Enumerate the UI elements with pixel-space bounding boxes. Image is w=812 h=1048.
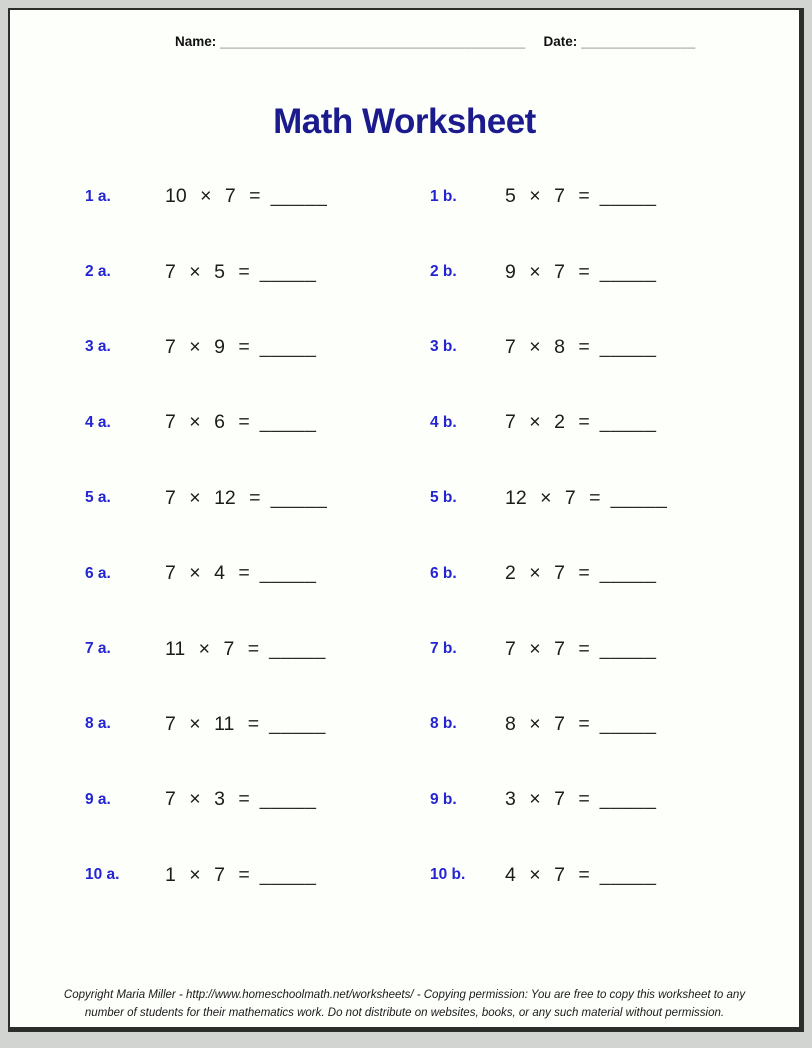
problem-2a <box>165 261 430 284</box>
answer-blank: _____ <box>270 185 328 208</box>
name-label: Name: <box>175 34 217 49</box>
problem-9b <box>505 788 745 811</box>
answer-blank: _____ <box>610 486 668 509</box>
worksheet-page <box>8 8 804 1032</box>
problem-4b <box>505 411 745 434</box>
expression-text: 7 × 11 = <box>165 712 260 735</box>
problem-number-3a: 3 a. <box>85 338 111 356</box>
problem-7a <box>165 638 430 661</box>
problem-number-5b: 5 b. <box>430 489 457 507</box>
problem-10a <box>165 864 430 887</box>
problem-3b <box>505 336 745 359</box>
problem-number-10a: 10 a. <box>85 866 120 884</box>
answer-blank: _____ <box>259 335 317 358</box>
page-title: Math Worksheet <box>273 102 536 141</box>
problem-number-7b: 7 b. <box>430 640 457 658</box>
problem-number-3b: 3 b. <box>430 338 457 356</box>
problem-number-2a: 2 a. <box>85 263 111 281</box>
problem-number-2b: 2 b. <box>430 263 457 281</box>
answer-blank: _____ <box>259 411 317 434</box>
problem-10b <box>505 864 745 887</box>
answer-blank: _____ <box>259 260 317 283</box>
expression-text: 7 × 5 = <box>165 260 250 283</box>
problem-1a <box>165 185 430 208</box>
problem-7b <box>505 638 745 661</box>
expression-text: 5 × 7 = <box>505 185 590 208</box>
problem-number-8a: 8 a. <box>85 715 111 733</box>
expression-text: 1 × 7 = <box>165 863 250 886</box>
expression-text: 9 × 7 = <box>505 260 590 283</box>
expression-text: 7 × 3 = <box>165 788 250 811</box>
expression-text: 12 × 7 = <box>505 486 601 509</box>
problem-8a <box>165 713 430 736</box>
answer-blank: _____ <box>269 637 326 660</box>
answer-blank: _____ <box>259 788 317 811</box>
problem-number-9b: 9 b. <box>430 790 457 808</box>
problem-5a <box>165 487 430 510</box>
answer-blank: _____ <box>269 712 326 735</box>
problem-4a <box>165 411 430 434</box>
problem-number-4b: 4 b. <box>430 413 457 431</box>
problem-8b <box>505 713 745 736</box>
problems-grid <box>85 159 745 913</box>
answer-blank: _____ <box>259 863 317 886</box>
copyright-line-2: number of students for their mathematics work. Do not distribute on websites, books, or any such material without permission. <box>84 1007 725 1019</box>
date-label: Date: <box>543 34 578 49</box>
problem-6b <box>505 562 745 585</box>
expression-text: 3 × 7 = <box>505 788 590 811</box>
problem-2b <box>505 261 745 284</box>
problem-1b <box>505 185 745 208</box>
header-name-date-line <box>175 34 696 49</box>
expression-text: 4 × 7 = <box>505 863 590 886</box>
answer-blank: _____ <box>599 260 657 283</box>
answer-blank: _____ <box>599 712 657 735</box>
problem-number-1a: 1 a. <box>85 187 111 205</box>
expression-text: 7 × 12 = <box>165 486 261 509</box>
problem-9a <box>165 788 430 811</box>
problem-number-6b: 6 b. <box>430 564 457 582</box>
answer-blank: _____ <box>270 486 328 509</box>
expression-text: 7 × 2 = <box>505 411 590 434</box>
answer-blank: _____ <box>599 863 657 886</box>
expression-text: 8 × 7 = <box>505 712 590 735</box>
expression-text: 7 × 8 = <box>505 335 590 358</box>
problem-number-6a: 6 a. <box>85 564 111 582</box>
name-blank-line: ________________________________________ <box>220 34 526 49</box>
problem-number-1b: 1 b. <box>430 187 457 205</box>
answer-blank: _____ <box>259 562 317 585</box>
problem-number-10b: 10 b. <box>430 866 466 884</box>
problem-6a <box>165 562 430 585</box>
expression-text: 7 × 9 = <box>165 335 250 358</box>
answer-blank: _____ <box>599 637 657 660</box>
problem-number-4a: 4 a. <box>85 413 111 431</box>
expression-text: 2 × 7 = <box>505 562 590 585</box>
problem-3a <box>165 336 430 359</box>
answer-blank: _____ <box>599 185 657 208</box>
expression-text: 7 × 6 = <box>165 411 250 434</box>
answer-blank: _____ <box>599 335 657 358</box>
problem-number-7a: 7 a. <box>85 640 111 658</box>
date-blank-line: _______________ <box>581 34 696 49</box>
copyright-footer <box>10 986 799 1022</box>
problem-number-9a: 9 a. <box>85 790 111 808</box>
problem-5b <box>505 487 745 510</box>
expression-text: 7 × 4 = <box>165 562 250 585</box>
problem-number-8b: 8 b. <box>430 715 457 733</box>
answer-blank: _____ <box>599 411 657 434</box>
answer-blank: _____ <box>599 562 657 585</box>
copyright-line-1: Copyright Maria Miller - http://www.homeschoolmath.net/worksheets/ - Copying permission: You are free to copy this worksheet to any <box>63 989 746 1001</box>
problem-number-5a: 5 a. <box>85 489 111 507</box>
expression-text: 11 × 7 = <box>165 637 260 660</box>
answer-blank: _____ <box>599 788 657 811</box>
expression-text: 10 × 7 = <box>165 185 261 208</box>
expression-text: 7 × 7 = <box>505 637 590 660</box>
